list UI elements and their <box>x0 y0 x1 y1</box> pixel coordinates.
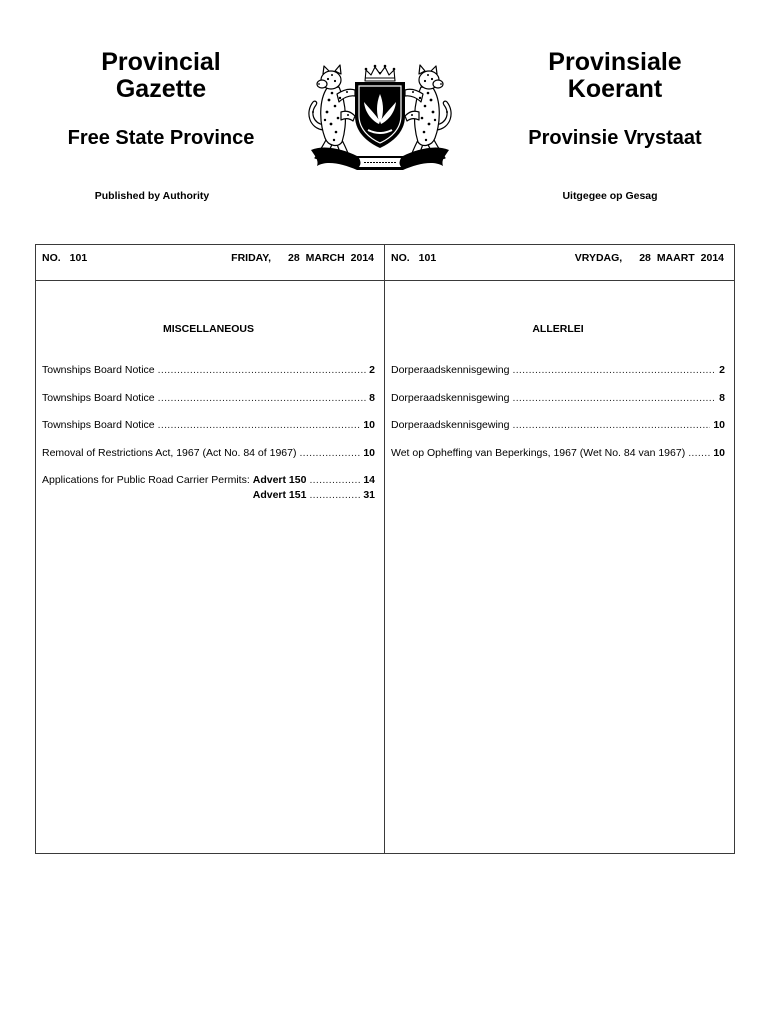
issue-date-value: 28 MARCH 2014 <box>288 252 374 264</box>
dot-leader <box>158 419 361 431</box>
contents-list <box>42 364 375 501</box>
leopard-supporter-right <box>405 65 451 160</box>
title-line-2: Gazette <box>115 75 207 103</box>
entry-title: Dorperaadskennisgewing <box>391 364 510 376</box>
crown <box>365 65 396 81</box>
title-line-1: Provincial <box>101 48 221 76</box>
entry-title: Townships Board Notice <box>42 364 155 376</box>
dot-leader <box>158 364 367 376</box>
entry-title: Townships Board Notice <box>42 419 155 431</box>
entry-page-number: 8 <box>719 391 725 404</box>
dot-leader <box>299 447 360 459</box>
entry-page-number: 10 <box>363 419 375 431</box>
contents-entry <box>391 364 725 392</box>
contents-entry <box>42 419 375 447</box>
entry-page-number: 10 <box>713 419 725 431</box>
contents-entry <box>391 392 725 420</box>
advert-line <box>250 474 375 486</box>
entry-page-number: 31 <box>363 489 375 501</box>
entry-page-number: 10 <box>713 446 725 459</box>
contents-entry <box>391 419 725 447</box>
dot-leader <box>513 419 711 431</box>
contents-body-english <box>36 281 384 501</box>
coat-of-arms-icon <box>305 60 455 172</box>
entry-title: Removal of Restrictions Act, 1967 (Act No. 84 of 1967) <box>42 446 297 459</box>
issue-number-label: NO. <box>391 252 410 264</box>
issue-number-label: NO. <box>42 252 61 264</box>
dot-leader <box>688 447 710 459</box>
entry-title: Dorperaadskennisgewing <box>391 391 510 404</box>
contents-column-afrikaans <box>385 245 734 853</box>
entry-title: Dorperaadskennisgewing <box>391 419 510 431</box>
authority-line-afrikaans: Uitgegee op Gesag <box>562 190 658 202</box>
entry-page-number: 2 <box>719 364 725 376</box>
contents-list <box>391 364 725 474</box>
section-heading: ALLERLEI <box>532 323 584 335</box>
leopard-supporter-left <box>309 65 355 160</box>
issue-number-value: 101 <box>418 252 437 264</box>
issue-number <box>391 252 436 264</box>
entry-page-number: 14 <box>363 474 375 486</box>
title-line-2: Koerant <box>567 75 663 103</box>
authority-line-english: Published by Authority <box>94 190 210 202</box>
entry-title: Townships Board Notice <box>42 391 155 404</box>
advert-line <box>250 489 375 501</box>
contents-body-afrikaans <box>385 281 734 474</box>
issue-date <box>575 252 724 264</box>
dot-leader <box>309 489 360 501</box>
contents-entry <box>42 447 375 475</box>
entry-title: Wet op Opheffing van Beperkings, 1967 (Wet No. 84 van 1967) <box>391 446 686 459</box>
entry-page-number: 8 <box>369 391 375 404</box>
issue-header-english <box>36 245 384 281</box>
province-name-afrikaans: Provinsie Vrystaat <box>528 127 702 149</box>
dot-leader <box>513 392 717 404</box>
province-name-english: Free State Province <box>67 127 255 149</box>
contents-table <box>35 244 735 854</box>
dot-leader <box>309 474 360 486</box>
issue-header-afrikaans <box>385 245 734 281</box>
advert-label: Advert 151 <box>252 489 307 501</box>
issue-date <box>231 252 374 264</box>
advert-label: Advert 150 <box>252 474 307 486</box>
shield <box>355 82 405 148</box>
issue-number <box>42 252 87 264</box>
dot-leader <box>158 392 367 404</box>
issue-number-value: 101 <box>69 252 88 264</box>
section-heading: MISCELLANEOUS <box>162 323 254 335</box>
dot-leader <box>513 364 717 376</box>
motto-ribbon <box>311 148 449 170</box>
entry-page-number: 10 <box>363 446 375 459</box>
contents-column-english <box>36 245 385 853</box>
contents-entry <box>42 364 375 392</box>
entry-title: Applications for Public Road Carrier Permits: <box>42 474 250 486</box>
contents-entry-permits <box>42 474 375 501</box>
entry-page-number: 2 <box>369 364 375 376</box>
issue-weekday: VRYDAG, <box>574 252 623 264</box>
gazette-title-afrikaans <box>465 49 765 103</box>
issue-date-value: 28 MAART 2014 <box>639 252 724 264</box>
gazette-title-english <box>11 49 311 103</box>
title-line-1: Provinsiale <box>548 48 682 76</box>
grid-spacer <box>42 489 250 501</box>
issue-weekday: FRIDAY, <box>231 252 272 264</box>
contents-entry <box>42 392 375 420</box>
contents-entry <box>391 447 725 475</box>
